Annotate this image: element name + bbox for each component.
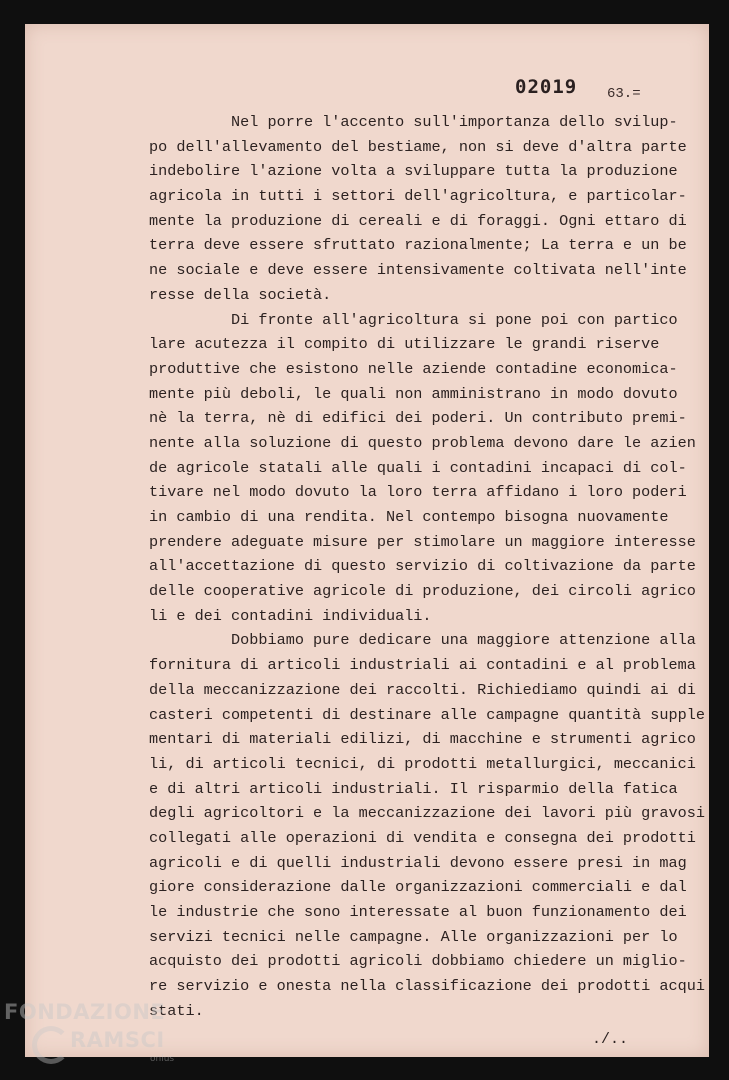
watermark-line-2: RAMSCI xyxy=(70,1028,165,1052)
text-line: casteri competenti di destinare alle campagne quantità supple xyxy=(149,705,705,724)
text-line: le industrie che sono interessate al buon funzionamento dei xyxy=(149,903,687,921)
text-line: mente più deboli, le quali non amministrano in modo dovuto xyxy=(149,384,678,403)
text-line: nè la terra, nè di edifici dei poderi. Un contributo premi- xyxy=(149,409,687,428)
watermark-line-1: FONDAZIONE xyxy=(4,1000,166,1024)
text-line: li e dei contadini individuali. xyxy=(149,606,432,625)
text-line: tivare nel modo dovuto la loro terra affidano i loro poderi xyxy=(149,483,687,502)
text-line: servizi tecnici nelle campagne. Alle organizzazioni per lo xyxy=(149,927,678,946)
document-number: 02019 xyxy=(515,76,578,98)
text-line: agricoli e di quelli industriali devono essere presi in mag xyxy=(149,853,687,872)
text-line: mentari di materiali edilizi, di macchine e strumenti agrico xyxy=(149,730,696,749)
page-number: 63.= xyxy=(607,86,641,102)
text-line: agricola in tutti i settori dell'agricoltura, e particolar- xyxy=(149,187,687,206)
text-line: e di altri articoli industriali. Il risparmio della fatica xyxy=(149,779,678,798)
watermark-line-3: onlus xyxy=(150,1054,175,1064)
text-line: li, di articoli tecnici, di prodotti metallurgici, meccanici xyxy=(149,754,696,773)
text-line: mente la produzione di cereali e di foraggi. Ogni ettaro di xyxy=(149,211,687,230)
text-line: acquisto dei prodotti agricoli dobbiamo chiedere un miglio- xyxy=(149,952,687,971)
text-line: ne sociale e deve essere intensivamente coltivata nell'inte xyxy=(149,261,687,280)
text-line: re servizio e onesta nella classificazione dei prodotti acqui xyxy=(149,977,705,996)
text-line: terra deve essere sfruttato razionalmente; La terra e un be xyxy=(149,236,687,255)
document-page xyxy=(25,24,709,1057)
text-line: de agricole statali alle quali i contadini incapaci di col- xyxy=(149,458,687,477)
text-line: prendere adeguate misure per stimolare un maggiore interesse xyxy=(149,532,696,551)
text-line: lare acutezza il compito di utilizzare le grandi riserve xyxy=(149,335,660,354)
text-line: indebolire l'azione volta a sviluppare tutta la produzione xyxy=(149,162,678,181)
body-text xyxy=(149,110,709,1023)
watermark-g-icon xyxy=(32,1026,70,1064)
continuation-mark: ./.. xyxy=(592,1031,629,1048)
text-line: giore considerazione dalle organizzazioni commerciali e dal xyxy=(149,878,687,897)
text-line: Di fronte all'agricoltura si pone poi con partico xyxy=(149,310,678,329)
text-line: nente alla soluzione di questo problema devono dare le azien xyxy=(149,433,696,452)
text-line: fornitura di articoli industriali ai contadini e al problema xyxy=(149,656,696,675)
text-line: delle cooperative agricole di produzione, dei circoli agrico xyxy=(149,582,696,601)
text-line: po dell'allevamento del bestiame, non si deve d'altra parte xyxy=(149,137,687,156)
text-line: collegati alle operazioni di vendita e consegna dei prodotti xyxy=(149,828,696,847)
text-line: Dobbiamo pure dedicare una maggiore attenzione alla xyxy=(149,631,696,650)
watermark-logo xyxy=(4,996,204,1076)
text-line: Nel porre l'accento sull'importanza dello svilup- xyxy=(149,113,678,131)
text-line: stati. xyxy=(149,1001,204,1020)
text-line: produttive che esistono nelle aziende contadine economica- xyxy=(149,359,678,378)
text-line: della meccanizzazione dei raccolti. Richiediamo quindi ai di xyxy=(149,680,696,699)
text-line: resse della società. xyxy=(149,285,332,304)
text-line: degli agricoltori e la meccanizzazione dei lavori più gravosi xyxy=(149,804,705,823)
text-line: in cambio di una rendita. Nel contempo bisogna nuovamente xyxy=(149,508,669,526)
text-line: all'accettazione di questo servizio di coltivazione da parte xyxy=(149,557,696,576)
